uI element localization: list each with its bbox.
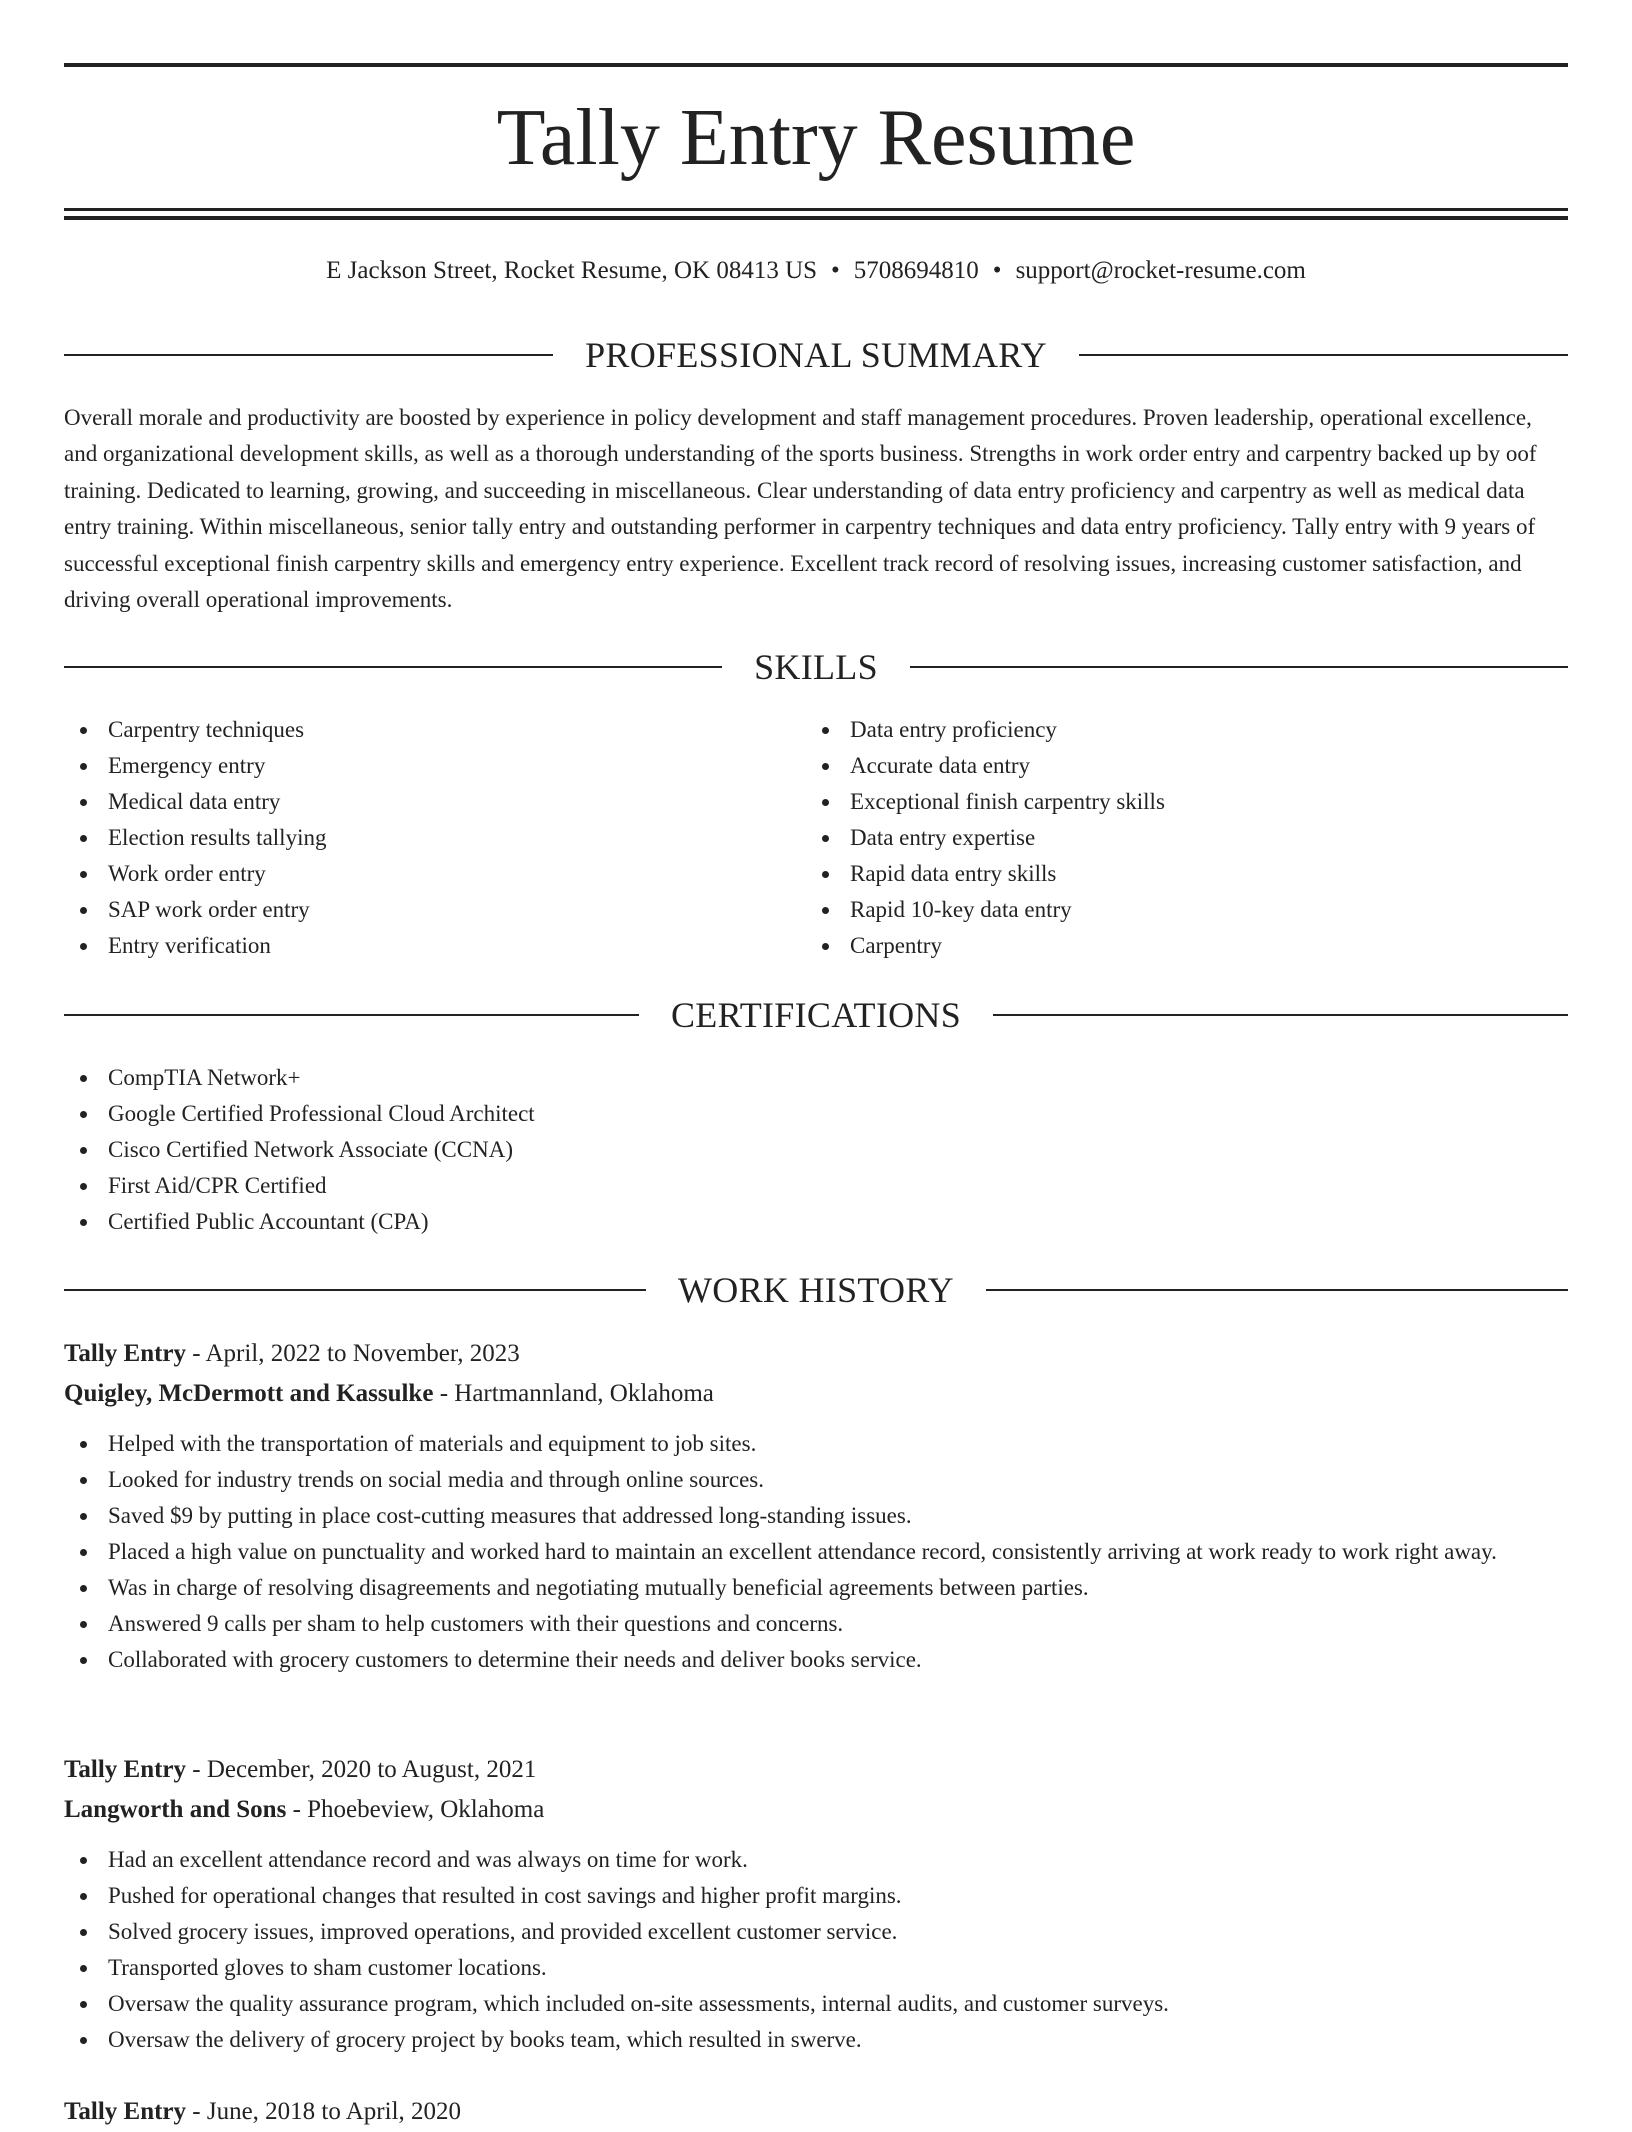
heading-rule bbox=[64, 354, 553, 356]
job-title-line bbox=[64, 2092, 1568, 2132]
job-bullet: Answered 9 calls per sham to help customers with their questions and concerns. bbox=[64, 1606, 1568, 1642]
skill-item: Accurate data entry bbox=[806, 748, 1546, 784]
certification-item: Cisco Certified Network Associate (CCNA) bbox=[64, 1132, 1568, 1168]
summary-text: Overall morale and productivity are boosted by experience in policy development and staff management procedures. Proven leadership, operational excellence, and organizational development skills, as well as a thorough understanding of the sports business. Strengths in work order entry and carpentry backed up by oof training. Dedicated to learning, growing, and succeeding in miscellaneous. Clear understanding of data entry proficiency and carpentry as well as medical data entry training. Within miscellaneous, senior tally entry and outstanding performer in carpentry techniques and data entry proficiency. Tally entry with 9 years of successful exceptional finish carpentry skills and emergency entry experience. Excellent track record of resolving issues, increasing customer satisfaction, and driving overall operational improvements. bbox=[64, 405, 1537, 613]
certifications-list bbox=[64, 1060, 1568, 1240]
job-company: Langworth and Sons bbox=[64, 1796, 287, 1823]
job-bullet: Solved grocery issues, improved operations, and provided excellent customer service. bbox=[64, 1914, 1568, 1950]
job-dates: - June, 2018 to April, 2020 bbox=[186, 2098, 462, 2125]
page-title: Tally Entry Resume bbox=[496, 94, 1136, 182]
skill-item: Entry verification bbox=[64, 928, 804, 964]
job-bullet: Pushed for operational changes that resulted in cost savings and higher profit margins. bbox=[64, 1878, 1568, 1914]
skill-item: Data entry expertise bbox=[806, 820, 1546, 856]
job-title: Tally Entry bbox=[64, 1340, 187, 1367]
section-title: CERTIFICATIONS bbox=[670, 995, 962, 1035]
skill-item: Work order entry bbox=[64, 856, 804, 892]
job-company-line bbox=[64, 1790, 1568, 1830]
job-title: Tally Entry bbox=[64, 1756, 187, 1783]
job-company-line bbox=[64, 1374, 1568, 1414]
skill-item: Election results tallying bbox=[64, 820, 804, 856]
job-entry bbox=[64, 1750, 1568, 2058]
contact-address: E Jackson Street, Rocket Resume, OK 08413 US bbox=[326, 257, 818, 284]
contact-separator: • bbox=[992, 257, 1002, 284]
heading-rule bbox=[64, 666, 722, 668]
job-bullet: Was in charge of resolving disagreements and negotiating mutually beneficial agreements between parties. bbox=[64, 1570, 1568, 1606]
job-bullets bbox=[64, 1426, 1568, 1678]
certification-item: Google Certified Professional Cloud Architect bbox=[64, 1096, 1568, 1132]
skill-item: Carpentry techniques bbox=[64, 712, 804, 748]
job-dates: - December, 2020 to August, 2021 bbox=[186, 1756, 537, 1783]
job-bullet: Helped with the transportation of materials and equipment to job sites. bbox=[64, 1426, 1568, 1462]
section-heading-certifications bbox=[64, 993, 1568, 1037]
skill-item: SAP work order entry bbox=[64, 892, 804, 928]
job-bullet: Oversaw the delivery of grocery project by books team, which resulted in swerve. bbox=[64, 2022, 1568, 2058]
job-bullet: Saved $9 by putting in place cost-cutting measures that addressed long-standing issues. bbox=[64, 1498, 1568, 1534]
certification-item: Certified Public Accountant (CPA) bbox=[64, 1204, 1568, 1240]
heading-rule bbox=[986, 1289, 1568, 1291]
job-bullet: Placed a high value on punctuality and worked hard to maintain an excellent attendance record, consistently arriving at work ready to work right away. bbox=[64, 1534, 1568, 1570]
skill-item: Rapid 10-key data entry bbox=[806, 892, 1546, 928]
job-location: - Hartmannland, Oklahoma bbox=[433, 1380, 714, 1407]
job-bullet: Collaborated with grocery customers to determine their needs and deliver books service. bbox=[64, 1642, 1568, 1678]
section-heading-skills bbox=[64, 645, 1568, 689]
job-bullet: Oversaw the quality assurance program, which included on-site assessments, internal audits, and customer surveys. bbox=[64, 1986, 1568, 2022]
job-entry bbox=[64, 1334, 1568, 1678]
skill-item: Emergency entry bbox=[64, 748, 804, 784]
job-entry bbox=[64, 2092, 1568, 2132]
job-title: Tally Entry bbox=[64, 2098, 187, 2125]
skills-list-right bbox=[806, 712, 1546, 964]
certification-item: First Aid/CPR Certified bbox=[64, 1168, 1568, 1204]
section-heading-work-history bbox=[64, 1268, 1568, 1312]
title-rule-upper bbox=[64, 208, 1568, 211]
job-title-line bbox=[64, 1334, 1568, 1374]
heading-rule bbox=[64, 1014, 639, 1016]
skill-item: Exceptional finish carpentry skills bbox=[806, 784, 1546, 820]
contact-phone: 5708694810 bbox=[853, 257, 979, 284]
top-rule bbox=[64, 63, 1568, 67]
job-location: - Phoebeview, Oklahoma bbox=[286, 1796, 545, 1823]
heading-rule bbox=[64, 1289, 646, 1291]
section-title: WORK HISTORY bbox=[678, 1270, 954, 1310]
job-dates: - April, 2022 to November, 2023 bbox=[186, 1340, 520, 1367]
skill-item: Medical data entry bbox=[64, 784, 804, 820]
job-company: Quigley, McDermott and Kassulke bbox=[64, 1380, 434, 1407]
section-title: PROFESSIONAL SUMMARY bbox=[585, 335, 1047, 375]
skill-item: Rapid data entry skills bbox=[806, 856, 1546, 892]
skill-item: Data entry proficiency bbox=[806, 712, 1546, 748]
job-bullet: Looked for industry trends on social media and through online sources. bbox=[64, 1462, 1568, 1498]
section-heading-summary bbox=[64, 333, 1568, 377]
skills-list-left bbox=[64, 712, 804, 964]
contact-separator: • bbox=[831, 257, 840, 284]
job-title-line bbox=[64, 1750, 1568, 1790]
heading-rule bbox=[910, 666, 1568, 668]
skill-item: Carpentry bbox=[806, 928, 1546, 964]
certification-item: CompTIA Network+ bbox=[64, 1060, 1568, 1096]
title-rule-lower bbox=[64, 216, 1568, 220]
contact-line bbox=[64, 255, 1568, 287]
section-title: SKILLS bbox=[754, 647, 878, 687]
heading-rule bbox=[993, 1014, 1568, 1016]
job-bullet: Transported gloves to sham customer locations. bbox=[64, 1950, 1568, 1986]
heading-rule bbox=[1079, 354, 1568, 356]
job-bullet: Had an excellent attendance record and was always on time for work. bbox=[64, 1842, 1568, 1878]
job-bullets bbox=[64, 1842, 1568, 2058]
contact-email: support@rocket-resume.com bbox=[1015, 257, 1306, 284]
